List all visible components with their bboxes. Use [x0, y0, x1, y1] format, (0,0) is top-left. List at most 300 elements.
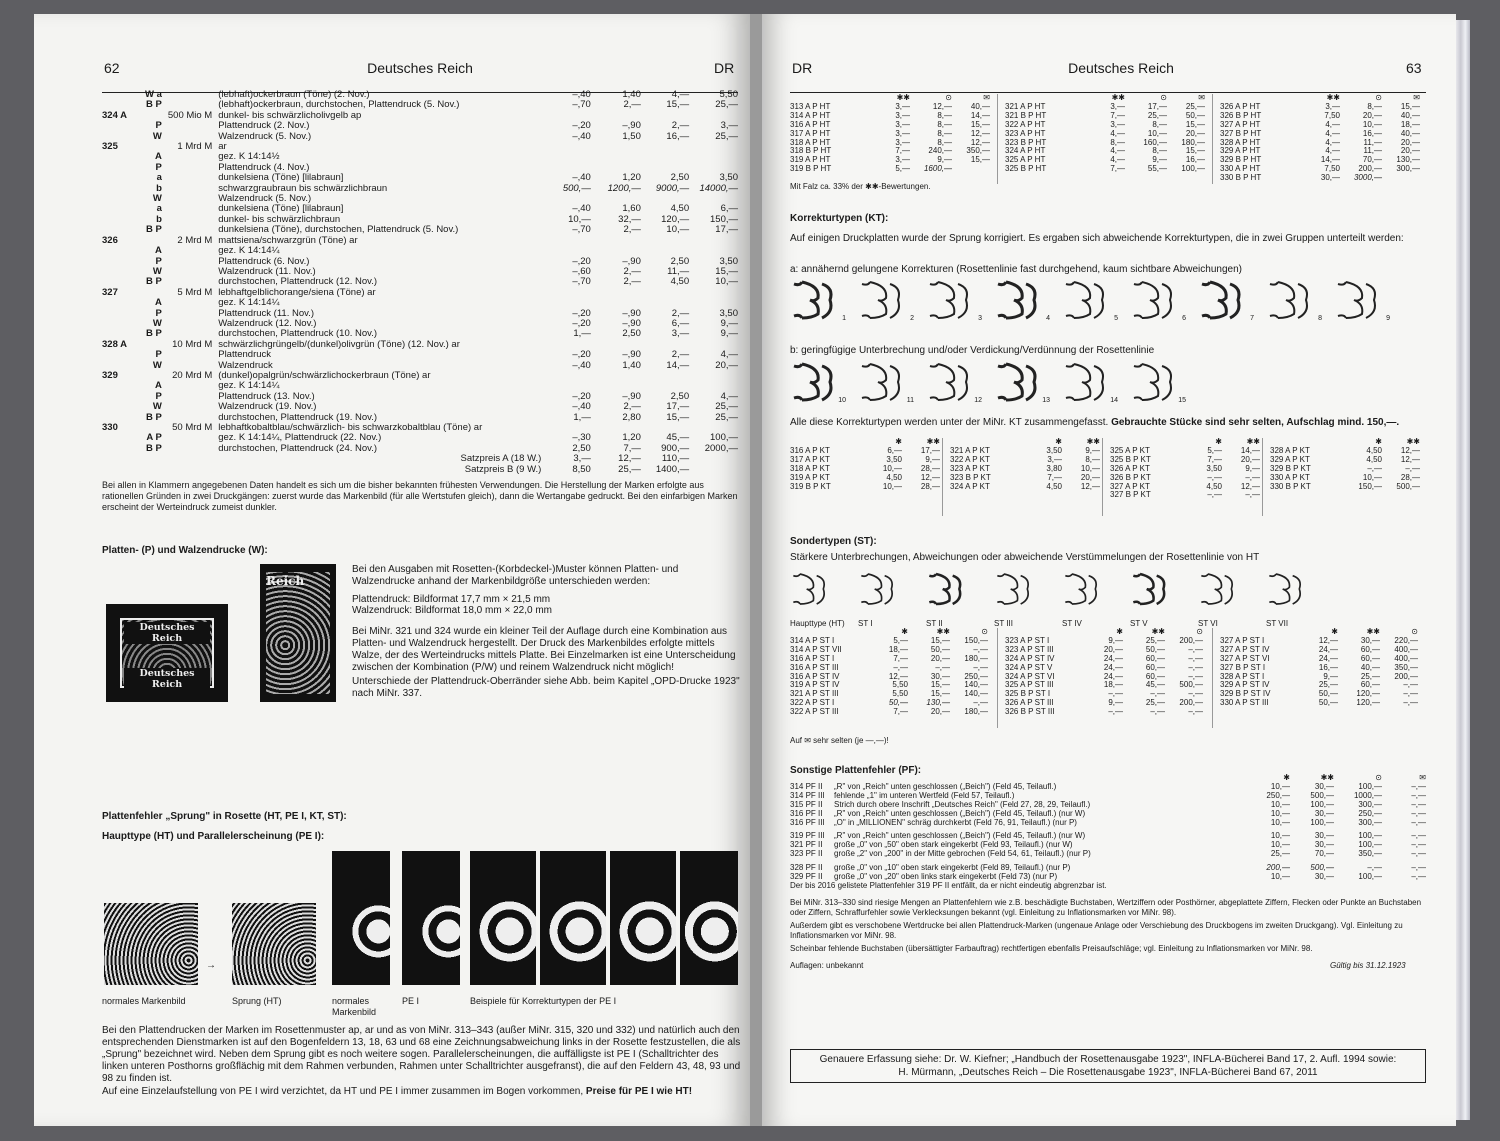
- cell-price-3: 11,—: [667, 265, 690, 277]
- price-header-symbol: ✱✱: [1086, 437, 1100, 446]
- pf-price-3: 300,—: [1358, 799, 1382, 809]
- price-value: –,—: [1188, 644, 1203, 654]
- cell-value: [168, 204, 218, 214]
- rosette-detail-icon: [926, 280, 974, 320]
- price-value: –,—: [973, 698, 988, 708]
- cell-value: [168, 267, 218, 277]
- price-table: [790, 438, 940, 491]
- cell-price-4: 4,—: [720, 390, 738, 402]
- pf-number: 321 PF II: [790, 840, 823, 850]
- price-value: 12,—: [1080, 481, 1100, 491]
- price-row: [790, 708, 988, 717]
- price-value: 3,—: [1047, 454, 1062, 464]
- cell-price-1: [541, 371, 590, 381]
- rosette-glyph: [858, 280, 916, 324]
- glyph-number: 2: [910, 315, 914, 322]
- cell-price-4: 3,—: [720, 120, 738, 132]
- price-header-symbol: ✱: [1375, 437, 1382, 446]
- cell-price-3: [641, 371, 689, 381]
- price-value: 3,—: [895, 119, 910, 129]
- table-row: [102, 246, 738, 256]
- cell-value: [168, 184, 218, 194]
- price-value: 10,—: [1080, 463, 1100, 473]
- price-number: 325 B P HT: [1005, 164, 1047, 174]
- price-value: –,—: [1245, 490, 1260, 500]
- cell-price-4: [689, 298, 738, 308]
- pf-row: [790, 819, 1426, 828]
- rosette-detail-icon: [1130, 362, 1178, 402]
- sprung-paragraph: Bei den Plattendrucken der Marken im Rosettenmuster ap, ar und as von MiNr. 313–343 (außer MiNr. 315, 320 und 332) und natürlich auch den entsprechenden Dienstmarken ist auf den Bogenfeldern 13, 18, 63 und 68 eine Zeichnungsabweichung links in der Rosette festzustellen, die als „Sprung" bezeichnet wird. Neben dem Sprung gibt es noch weitere sogen. Parallelerscheinungen, die auffälligste ist PE I (Schalltrichter des linken unteren Posthorns großflächig mit dem Rahmen verbunden, Rahmen unter Schalltrichter ausgefranst), die auf den Feldern 43, 48, 93 und 98 zu finden ist.: [102, 1025, 741, 1084]
- price-number: 329 B P ST IV: [1220, 689, 1271, 699]
- cell-price-4: 6,—: [720, 203, 738, 215]
- pe-detail-image: [402, 851, 460, 985]
- stamp-image-1: [106, 604, 228, 702]
- cell-desc: ar: [218, 141, 227, 153]
- price-number: 319 A P HT: [790, 155, 831, 165]
- cell-value: 20 Mrd M: [172, 369, 213, 381]
- ht-price-block: [790, 94, 1430, 184]
- cell-price-3: [641, 246, 689, 256]
- price-value: –,—: [893, 662, 908, 672]
- platten-para-3: Unterschiede der Plattendruck-Oberränder siehe Abb. beim Kapitel „OPD-Drucke 1923" nach MiNr. 337.: [352, 676, 740, 699]
- price-number: 323 A P ST III: [1005, 644, 1054, 654]
- price-value: 10,—: [1362, 472, 1382, 482]
- cell-type: B P: [146, 411, 162, 423]
- price-value: –,—: [1367, 463, 1382, 473]
- price-value: 25,—: [1145, 698, 1165, 708]
- pf-heading: Sonstige Plattenfehler (PF):: [790, 765, 922, 776]
- price-header-symbol: ✱✱: [1246, 437, 1260, 446]
- price-value: 200,—: [1394, 671, 1418, 681]
- price-number: 327 B P ST I: [1220, 662, 1266, 672]
- cell-price-1: [541, 236, 590, 246]
- price-value: –,—: [1188, 662, 1203, 672]
- price-value: 20,—: [1400, 137, 1420, 147]
- cell-desc: Walzendruck (19. Nov.): [218, 401, 317, 413]
- price-value: 3,—: [895, 137, 910, 147]
- price-header-symbol: ✉: [1413, 93, 1420, 102]
- price-value: 30,—: [930, 671, 950, 681]
- price-value: 12,—: [1318, 635, 1338, 645]
- price-value: 14,—: [1240, 445, 1260, 455]
- cell-type: [135, 465, 168, 475]
- price-table: [790, 94, 990, 174]
- glyph-number: 5: [1114, 315, 1118, 322]
- price-value: 50,—: [1185, 110, 1205, 120]
- cell-price-4: 9,—: [720, 317, 738, 329]
- cell-price-2: 2,—: [623, 401, 641, 413]
- cell-type: P: [155, 390, 162, 402]
- cell-desc: Plattendruck (6. Nov.): [218, 255, 310, 267]
- st-glyph: [994, 568, 1060, 628]
- price-number: 323 A P ST I: [1005, 635, 1050, 645]
- price-value: 50,—: [930, 644, 950, 654]
- price-value: 12,—: [970, 137, 990, 147]
- pf-desc: große „2" von „200" in der Mitte gebrochen (Feld 54, 61, Teilaufl.) (nur P): [834, 849, 1091, 859]
- cell-price-3: 15,—: [666, 99, 690, 111]
- pf-number: 315 PF II: [790, 799, 823, 809]
- price-number: 327 A P ST IV: [1220, 644, 1270, 654]
- glyph-number: 4: [1046, 315, 1050, 322]
- cell-value: [168, 215, 218, 225]
- price-number: 327 A P KT: [1110, 481, 1150, 491]
- price-number: 326 A P ST III: [1005, 698, 1054, 708]
- price-value: 9,—: [1108, 698, 1123, 708]
- cell-price-4: [689, 246, 738, 256]
- glyph-number: 15: [1178, 397, 1186, 404]
- rosette-glyph: [926, 280, 984, 324]
- price-value: 20,—: [1080, 472, 1100, 482]
- cell-price-1: –,70: [572, 276, 591, 288]
- price-header-symbol: ⊙: [1375, 93, 1382, 102]
- pf-price-2: 100,—: [1310, 817, 1334, 827]
- cell-price-1: [541, 142, 590, 152]
- price-value: 12,—: [1240, 481, 1260, 491]
- stamp-text: Deutsches Reich: [124, 622, 210, 644]
- price-value: 130,—: [926, 698, 950, 708]
- cell-price-2: [591, 142, 641, 152]
- price-number: 325 B P ST I: [1005, 689, 1051, 699]
- kt-example-4: [680, 851, 738, 985]
- cell-price-2: [591, 152, 641, 162]
- cell-value: [168, 163, 218, 173]
- st-heading: Sondertypen (ST):: [790, 536, 877, 547]
- price-number: 330 B P KT: [1270, 481, 1311, 491]
- cell-number: [102, 444, 135, 454]
- price-header-symbol: ✱: [1215, 437, 1222, 446]
- cell-type: A: [155, 151, 162, 163]
- price-value: 60,—: [1145, 653, 1165, 663]
- cell-number: 328 A: [102, 338, 127, 350]
- pf-price-3: 350,—: [1358, 849, 1382, 859]
- price-value: 70,—: [1362, 155, 1382, 165]
- price-value: 3,50: [886, 454, 902, 464]
- table-row: [102, 163, 738, 173]
- price-number: 321 A P KT: [950, 445, 990, 455]
- cell-price-1: [541, 152, 590, 162]
- st-glyph: [1198, 568, 1264, 628]
- pf-header-cell: ✱✱: [1320, 773, 1334, 782]
- cell-price-2: –,90: [622, 317, 641, 329]
- price-table: [950, 438, 1100, 491]
- cell-price-1: –,20: [572, 349, 591, 361]
- price-number: 318 A P KT: [790, 463, 830, 473]
- kt-summary-text: Alle diese Korrekturtypen werden unter der MiNr. KT zusammengefasst.: [790, 417, 1112, 428]
- normal-detail-image: [332, 851, 390, 985]
- price-header-symbol: ✱: [1331, 627, 1338, 636]
- auflagen: Auflagen: unbekannt: [790, 961, 864, 970]
- price-row: [790, 483, 940, 492]
- pf-price-4: –,—: [1411, 799, 1426, 809]
- cell-number: [102, 392, 135, 402]
- price-number: 329 B P KT: [1270, 463, 1311, 473]
- cell-number: [102, 319, 135, 329]
- cell-value: [168, 298, 218, 308]
- rosette-detail-icon: [1266, 280, 1314, 320]
- cell-price-1: –,40: [572, 203, 591, 215]
- cell-price-2: 2,—: [623, 224, 641, 236]
- price-number: 326 A P KT: [1110, 463, 1150, 473]
- cell-value: [168, 392, 218, 402]
- price-value: 20,—: [1103, 644, 1123, 654]
- price-value: 15,—: [1185, 119, 1205, 129]
- pe-note-text: Auf eine Einzelaufstellung von PE I wird verzichtet, da HT und PE I immer zusammen im Bogen vorkommen,: [102, 1086, 586, 1097]
- cell-price-1: 500,—: [562, 182, 591, 194]
- price-value: –,—: [1150, 689, 1165, 699]
- st-glyph: [1130, 568, 1196, 628]
- cell-price-1: –,30: [572, 432, 591, 444]
- pf-header-cell: ⊙: [1375, 773, 1382, 782]
- table-row: [102, 402, 738, 412]
- cell-value: [168, 309, 218, 319]
- cell-type: [135, 340, 168, 350]
- st-label: ST IV: [1062, 619, 1082, 628]
- price-value: 140,—: [964, 680, 988, 690]
- cell-price-2: –,90: [622, 390, 641, 402]
- cell-desc: dunkelsiena (Töne), durchstochen, Plattendruck (5. Nov.): [218, 224, 459, 236]
- table-row: [102, 288, 738, 298]
- price-value: 15,—: [1400, 101, 1420, 111]
- pe-note: [102, 1086, 742, 1098]
- cell-price-3: 15,—: [666, 411, 690, 423]
- cell-value: 10 Mrd M: [172, 338, 213, 350]
- table-row: [102, 204, 738, 214]
- cell-price-2: 1,40: [622, 89, 641, 100]
- column-separator: [1102, 438, 1103, 516]
- price-number: 323 A P HT: [1005, 128, 1046, 138]
- table-row: [102, 142, 738, 152]
- price-value: 7,—: [895, 146, 910, 156]
- price-value: 14,—: [1320, 155, 1340, 165]
- price-header-symbol: ✱✱: [1111, 93, 1125, 102]
- cell-price-3: [641, 142, 689, 152]
- cell-price-4: [689, 371, 738, 381]
- cell-type: W a: [144, 89, 162, 100]
- price-value: 12,—: [1400, 445, 1420, 455]
- price-value: 40,—: [1400, 110, 1420, 120]
- table-row: [102, 298, 738, 308]
- cell-price-3: 120,—: [661, 213, 690, 225]
- price-number: 326 B P HT: [1220, 110, 1262, 120]
- running-head: Deutsches Reich: [1068, 60, 1174, 76]
- cell-price-4: 17,—: [715, 224, 738, 236]
- price-number: 319 B P KT: [790, 481, 831, 491]
- price-row: [1220, 174, 1420, 183]
- price-number: 325 B P KT: [1110, 454, 1151, 464]
- column-separator: [1262, 438, 1263, 516]
- pf-price-3: 300,—: [1358, 817, 1382, 827]
- rosette-detail-icon: [790, 568, 830, 610]
- price-value: 3,—: [895, 155, 910, 165]
- pf-number: 323 PF II: [790, 849, 823, 859]
- cell-desc: gez. K 14:14¼: [218, 297, 280, 309]
- pf-price-2: 30,—: [1314, 781, 1334, 791]
- price-number: 319 A P KT: [790, 472, 830, 482]
- pf-note-4: Scheinbar fehlende Buchstaben (übersättigter Farbauftrag) rechtfertigen ebenfalls Preisaufschläge; vgl. Einleitung zu Inflationsmarken vor MiNr. 98.: [790, 944, 1313, 953]
- price-value: 24,—: [1318, 644, 1338, 654]
- table-row: [102, 381, 738, 391]
- cell-number: [102, 163, 135, 173]
- cell-value: [168, 152, 218, 162]
- cell-price-1: 1,—: [573, 411, 591, 423]
- cell-type: [135, 288, 168, 298]
- cell-price-2: 1,20: [622, 432, 641, 444]
- cell-number: [102, 433, 135, 443]
- price-number: 330 A P KT: [1270, 472, 1310, 482]
- price-value: 240,—: [928, 146, 952, 156]
- price-value: 9,—: [1085, 445, 1100, 455]
- price-value: 12,—: [888, 671, 908, 681]
- kt-example-3: [610, 851, 676, 985]
- kt-b-glyphs: [790, 362, 1430, 407]
- price-value: 3,—: [1110, 101, 1125, 111]
- pf-note-3: Außerdem gibt es verschobene Wertdrucke bei allen Plattendruck-Marken (ungenaue Anlage oder Verschiebung des Druckbogens im zweiten Druckgang). Vgl. Einleitung zu Inflationsmarken vor MiNr. 98.: [790, 921, 1403, 940]
- section-code: DR: [714, 60, 735, 76]
- price-value: [952, 165, 990, 174]
- price-value: 200,—: [1179, 698, 1203, 708]
- price-value: 120,—: [1356, 689, 1380, 699]
- price-value: [1382, 174, 1420, 183]
- cell-desc: gez. K 14:14½: [218, 151, 280, 163]
- column-separator: [1212, 628, 1213, 728]
- rosette-glyph: [1062, 362, 1120, 406]
- cell-desc: dunkel- bis schwärzlicholivgelb ap: [218, 109, 362, 121]
- cell-desc: gez. K 14:14¼: [218, 380, 280, 392]
- price-value: 160,—: [1143, 137, 1167, 147]
- price-value: 24,—: [1103, 662, 1123, 672]
- price-value: 15,—: [930, 680, 950, 690]
- rosette-detail-icon: [1062, 568, 1102, 610]
- cell-price-3: 10,—: [666, 224, 690, 236]
- cell-value: 1 Mrd M: [177, 141, 213, 153]
- price-value: 17,—: [920, 445, 940, 455]
- pf-desc: fehlende „1" im unteren Wertfeld (Feld 57, Teilaufl.): [834, 790, 1015, 800]
- cell-type: [135, 454, 168, 464]
- price-value: 50,—: [888, 698, 908, 708]
- price-value: 4,—: [1110, 128, 1125, 138]
- pf-price-1: 10,—: [1270, 817, 1290, 827]
- price-row: [790, 165, 990, 174]
- table-row: [102, 111, 738, 121]
- cell-type: A: [155, 297, 162, 309]
- price-value: –,—: [1188, 671, 1203, 681]
- cell-desc: durchstochen, Plattendruck (12. Nov.): [218, 276, 377, 288]
- price-value: 25,—: [1147, 110, 1167, 120]
- price-value: 20,—: [930, 707, 950, 717]
- price-value: 4,50: [1206, 481, 1222, 491]
- cell-type: W: [152, 193, 162, 205]
- table-row: [102, 121, 738, 131]
- cell-desc: schwarzgraubraun bis schwärzlichbraun: [218, 182, 388, 194]
- price-number: 328 A P ST I: [1220, 671, 1265, 681]
- price-number: 316 A P ST III: [790, 662, 839, 672]
- price-value: –,—: [1245, 472, 1260, 482]
- price-value: 3000,—: [1353, 173, 1382, 183]
- rosette-detail-icon: [1130, 280, 1178, 320]
- price-value: 5,50: [892, 680, 908, 690]
- price-value: 16,—: [1318, 662, 1338, 672]
- left-page: [34, 14, 750, 1126]
- pf-price-4: –,—: [1411, 831, 1426, 841]
- price-value: 10,—: [882, 481, 902, 491]
- cell-price-1: 2,50: [572, 442, 591, 454]
- page-edges: [1456, 20, 1470, 1120]
- price-value: 9,—: [937, 155, 952, 165]
- table-row: [102, 340, 738, 350]
- pe-note-bold: Preise für PE I wie HT!: [585, 1086, 693, 1097]
- price-value: 40,—: [1360, 662, 1380, 672]
- cell-desc: gez. K 14:14¼, Plattendruck (22. Nov.): [218, 432, 382, 444]
- price-value: 8,—: [1085, 454, 1100, 464]
- cell-price-3: 17,—: [666, 401, 690, 413]
- price-value: 180,—: [964, 653, 988, 663]
- cell-type: B P: [146, 99, 162, 111]
- pf-price-1: 10,—: [1270, 872, 1290, 882]
- rosette-detail-icon: [994, 362, 1042, 402]
- price-value: 18,—: [1400, 119, 1420, 129]
- cell-type: A P: [146, 432, 162, 444]
- price-number: 314 A P ST I: [790, 635, 835, 645]
- st-glyph: [1266, 568, 1332, 628]
- price-number: 329 A P KT: [1270, 454, 1310, 464]
- price-header-symbol: ✱: [1116, 627, 1123, 636]
- price-value: 24,—: [1103, 671, 1123, 681]
- pf-desc: „R" von „Reich" unten geschlossen („Beich") (Feld 45, Teilaufl.) (nur W): [834, 831, 1086, 841]
- cell-desc: Walzendruck (5. Nov.): [218, 130, 312, 142]
- price-value: 200,—: [1179, 635, 1203, 645]
- cell-number: [102, 184, 135, 194]
- cell-price-1: –,40: [572, 172, 591, 184]
- price-value: 50,—: [1145, 644, 1165, 654]
- cell-number: 326: [102, 234, 118, 246]
- cell-desc: Plattendruck (4. Nov.): [218, 161, 310, 173]
- cell-desc: (dunkel)opalgrün/schwärzlichockerbraun (Töne) ar: [218, 369, 431, 381]
- price-value: 20,—: [1400, 146, 1420, 156]
- pf-price-3: 100,—: [1358, 781, 1382, 791]
- price-value: 9,—: [1108, 635, 1123, 645]
- price-number: 324 A P KT: [950, 481, 990, 491]
- price-value: 60,—: [1145, 662, 1165, 672]
- rosette-glyph: [1130, 362, 1188, 406]
- price-number: 317 A P HT: [790, 128, 831, 138]
- price-value: 25,—: [1360, 671, 1380, 681]
- rosette-glyph: [790, 280, 848, 324]
- price-value: 7,—: [893, 707, 908, 717]
- pf-price-4: –,—: [1411, 817, 1426, 827]
- st-label: ST I: [858, 619, 873, 628]
- price-value: –,—: [1207, 490, 1222, 500]
- cell-price-4: 10,—: [715, 276, 738, 288]
- st-label: ST VII: [1266, 619, 1289, 628]
- cell-desc: (lebhaft)ockerbraun (Töne) (2. Nov.): [218, 89, 370, 100]
- table-row: [102, 152, 738, 162]
- kt-heading: Korrekturtypen (KT):: [790, 213, 889, 224]
- price-value: 8,—: [1152, 119, 1167, 129]
- cell-value: 5 Mrd M: [177, 286, 213, 298]
- price-row: [1110, 491, 1260, 500]
- cell-price-2: 32,—: [618, 213, 641, 225]
- pf-desc: „O" in „MILLIONEN" schräg durchkerbt (Feld 76, 91, Teilaufl.) (nur P): [834, 817, 1077, 827]
- price-value: 5,—: [895, 164, 910, 174]
- cell-number: [102, 173, 135, 183]
- cell-price-1: –,60: [572, 265, 591, 277]
- cell-number: 329: [102, 369, 118, 381]
- price-value: 8,—: [1367, 101, 1382, 111]
- price-value: 9,—: [1152, 155, 1167, 165]
- cell-desc: mattsiena/schwarzgrün (Töne) ar: [218, 234, 358, 246]
- price-value: –,—: [1150, 707, 1165, 717]
- cell-desc: Satzpreis B (9 W.): [464, 463, 542, 475]
